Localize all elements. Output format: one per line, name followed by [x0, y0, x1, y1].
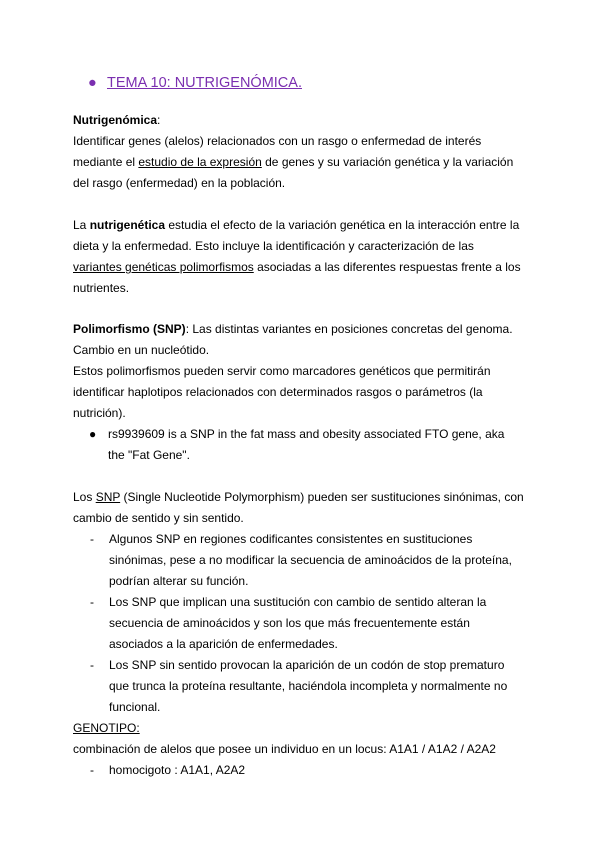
paragraph-line: Identificar genes (alelos) relacionados con un rasgo o enfermedad de interés	[73, 134, 482, 148]
underlined-term: variantes genéticas polimorfismos	[73, 260, 254, 274]
nutrigenomica-heading: Nutrigenómica	[73, 113, 158, 127]
list-dash: -	[90, 595, 94, 609]
list-item: - Los SNP que implican una sustitución con cambio de sentido alteran la secuencia de aminoácidos y son los que más frecuentemente están asociados a la aparición de enfermedades.	[90, 592, 543, 655]
bold-term: nutrigenética	[89, 218, 166, 232]
paragraph-line: del rasgo (enfermedad) en la población.	[73, 176, 286, 190]
polimorfismo-paragraph	[73, 319, 543, 466]
paragraph-line: variantes genéticas polimorfismos asociadas a las diferentes respuestas frente a los	[73, 260, 521, 274]
paragraph-line: Cambio en un nucleótido.	[73, 343, 210, 357]
list-dash: -	[90, 658, 94, 672]
paragraph-line: identificar haplotipos relacionados con determinados rasgos o parámetros (la	[73, 385, 483, 399]
underlined-term: estudio de la expresión	[138, 155, 262, 169]
title-bullet: ●	[88, 75, 97, 91]
paragraph-line: Los SNP (Single Nucleotide Polymorphism) pueden ser sustituciones sinónimas, con	[73, 490, 524, 504]
list-item: ● rs9939609 is a SNP in the fat mass and obesity associated FTO gene, aka the "Fat Gene".	[89, 424, 543, 466]
genotipo-heading: GENOTIPO:	[73, 721, 140, 735]
list-dash: -	[90, 532, 94, 546]
list-dash: -	[90, 763, 94, 777]
heading-colon: :	[157, 113, 161, 127]
underlined-term: SNP	[95, 490, 121, 504]
paragraph-line: cambio de sentido y sin sentido.	[73, 511, 244, 525]
list-item: - homocigoto : A1A1, A2A2	[90, 760, 543, 781]
paragraph-line: dieta y la enfermedad. Esto incluye la identificación y caracterización de las	[73, 239, 474, 253]
paragraph-line: nutrición).	[73, 406, 126, 420]
paragraph-line: nutrientes.	[73, 281, 130, 295]
paragraph-line: mediante el estudio de la expresión de genes y su variación genética y la variación	[73, 155, 514, 169]
paragraph-line: combinación de alelos que posee un individuo en un locus: A1A1 / A1A2 / A2A2	[73, 742, 496, 756]
paragraph-line: Estos polimorfismos pueden servir como marcadores genéticos que permitirán	[73, 364, 491, 378]
paragraph-line: Polimorfismo (SNP): Las distintas variantes en posiciones concretas del genoma.	[73, 322, 513, 336]
bold-term: Polimorfismo (SNP)	[73, 322, 186, 336]
snp-paragraph	[73, 487, 543, 781]
list-item: - Los SNP sin sentido provocan la aparición de un codón de stop prematuro que trunca la proteína resultante, haciéndola incompleta y normalmente no funcional.	[90, 655, 543, 718]
nutrigenomica-paragraph	[73, 110, 543, 194]
paragraph-line: La nutrigenética estudia el efecto de la variación genética en la interacción entre la	[73, 218, 520, 232]
list-item: - Algunos SNP en regiones codificantes consistentes en sustituciones sinónimas, pese a no modificar la secuencia de aminoácidos de la proteína, podrían alterar su función.	[90, 529, 543, 592]
title-text: TEMA 10: NUTRIGENÓMICA.	[107, 75, 302, 91]
nutrigenetica-paragraph	[73, 215, 543, 299]
list-bullet: ●	[89, 427, 97, 441]
